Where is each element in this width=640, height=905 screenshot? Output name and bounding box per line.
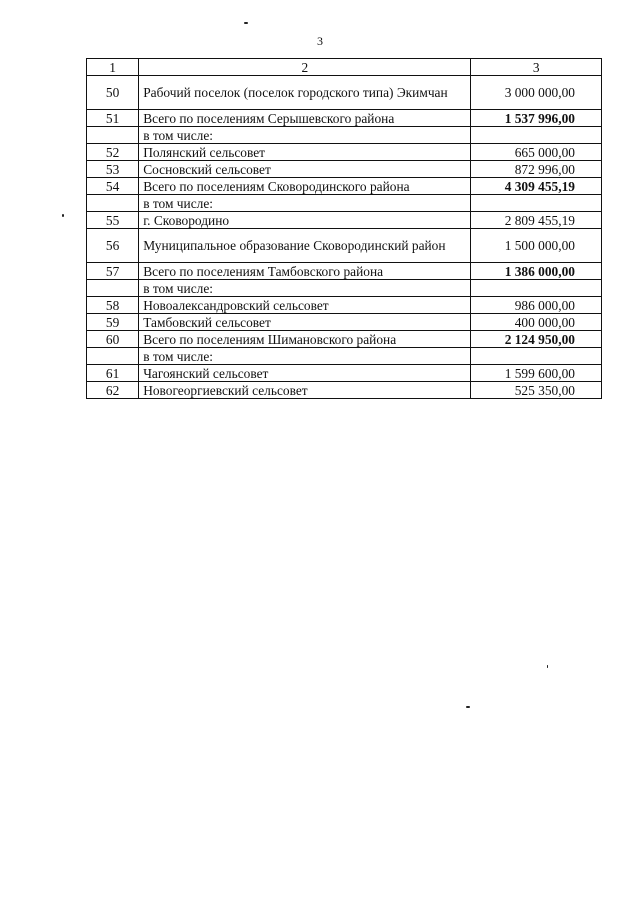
row-number: 51 <box>87 110 139 127</box>
header-col-3: 3 <box>471 59 602 76</box>
row-name: Всего по поселениям Шимановского района <box>139 331 471 348</box>
row-amount: 2 809 455,19 <box>471 212 602 229</box>
table-row <box>87 297 602 314</box>
row-number: 61 <box>87 365 139 382</box>
table-row <box>87 263 602 280</box>
row-amount <box>471 280 602 297</box>
row-number: 62 <box>87 382 139 399</box>
row-name: в том числе: <box>139 127 471 144</box>
row-number <box>87 127 139 144</box>
row-name: Сосновский сельсовет <box>139 161 471 178</box>
row-number: 58 <box>87 297 139 314</box>
table-row <box>87 110 602 127</box>
row-number: 59 <box>87 314 139 331</box>
table-row <box>87 178 602 195</box>
row-amount: 4 309 455,19 <box>471 178 602 195</box>
table-row <box>87 195 602 212</box>
table-row <box>87 331 602 348</box>
scan-speck <box>547 665 548 668</box>
row-name: в том числе: <box>139 195 471 212</box>
row-amount: 872 996,00 <box>471 161 602 178</box>
row-amount: 986 000,00 <box>471 297 602 314</box>
table-row <box>87 314 602 331</box>
row-name: Рабочий поселок (поселок городского типа) Экимчан <box>139 76 471 110</box>
row-name: Полянский сельсовет <box>139 144 471 161</box>
row-amount: 1 386 000,00 <box>471 263 602 280</box>
row-name: Всего по поселениям Тамбовского района <box>139 263 471 280</box>
table-row <box>87 382 602 399</box>
row-number <box>87 348 139 365</box>
row-amount <box>471 195 602 212</box>
row-amount: 1 537 996,00 <box>471 110 602 127</box>
row-name: Новоалександровский сельсовет <box>139 297 471 314</box>
table-header-row <box>87 59 602 76</box>
table-row <box>87 76 602 110</box>
row-amount <box>471 127 602 144</box>
budget-table <box>86 58 602 399</box>
row-name: в том числе: <box>139 348 471 365</box>
row-number: 55 <box>87 212 139 229</box>
row-amount <box>471 348 602 365</box>
row-name: Новогеоргиевский сельсовет <box>139 382 471 399</box>
row-name: Чагоянский сельсовет <box>139 365 471 382</box>
row-number <box>87 280 139 297</box>
table-row <box>87 229 602 263</box>
header-col-2: 2 <box>139 59 471 76</box>
scan-speck <box>466 706 470 708</box>
table-row <box>87 365 602 382</box>
row-amount: 3 000 000,00 <box>471 76 602 110</box>
scan-speck <box>62 214 64 217</box>
row-name: Муниципальное образование Сковородинский район <box>139 229 471 263</box>
table-row <box>87 212 602 229</box>
row-number: 57 <box>87 263 139 280</box>
row-number: 56 <box>87 229 139 263</box>
row-amount: 400 000,00 <box>471 314 602 331</box>
row-name: Всего по поселениям Серышевского района <box>139 110 471 127</box>
row-name: г. Сковородино <box>139 212 471 229</box>
table-row <box>87 280 602 297</box>
table-row <box>87 161 602 178</box>
table-row <box>87 348 602 365</box>
row-amount: 525 350,00 <box>471 382 602 399</box>
row-number: 53 <box>87 161 139 178</box>
page-number: 3 <box>317 34 323 48</box>
header-col-1: 1 <box>87 59 139 76</box>
row-amount: 2 124 950,00 <box>471 331 602 348</box>
row-amount: 1 599 600,00 <box>471 365 602 382</box>
table-row <box>87 127 602 144</box>
row-name: Тамбовский сельсовет <box>139 314 471 331</box>
row-number: 60 <box>87 331 139 348</box>
table-row <box>87 144 602 161</box>
row-name: Всего по поселениям Сковородинского района <box>139 178 471 195</box>
row-number: 54 <box>87 178 139 195</box>
row-name: в том числе: <box>139 280 471 297</box>
row-number: 52 <box>87 144 139 161</box>
row-number <box>87 195 139 212</box>
row-amount: 665 000,00 <box>471 144 602 161</box>
row-number: 50 <box>87 76 139 110</box>
scan-speck <box>244 22 248 24</box>
row-amount: 1 500 000,00 <box>471 229 602 263</box>
